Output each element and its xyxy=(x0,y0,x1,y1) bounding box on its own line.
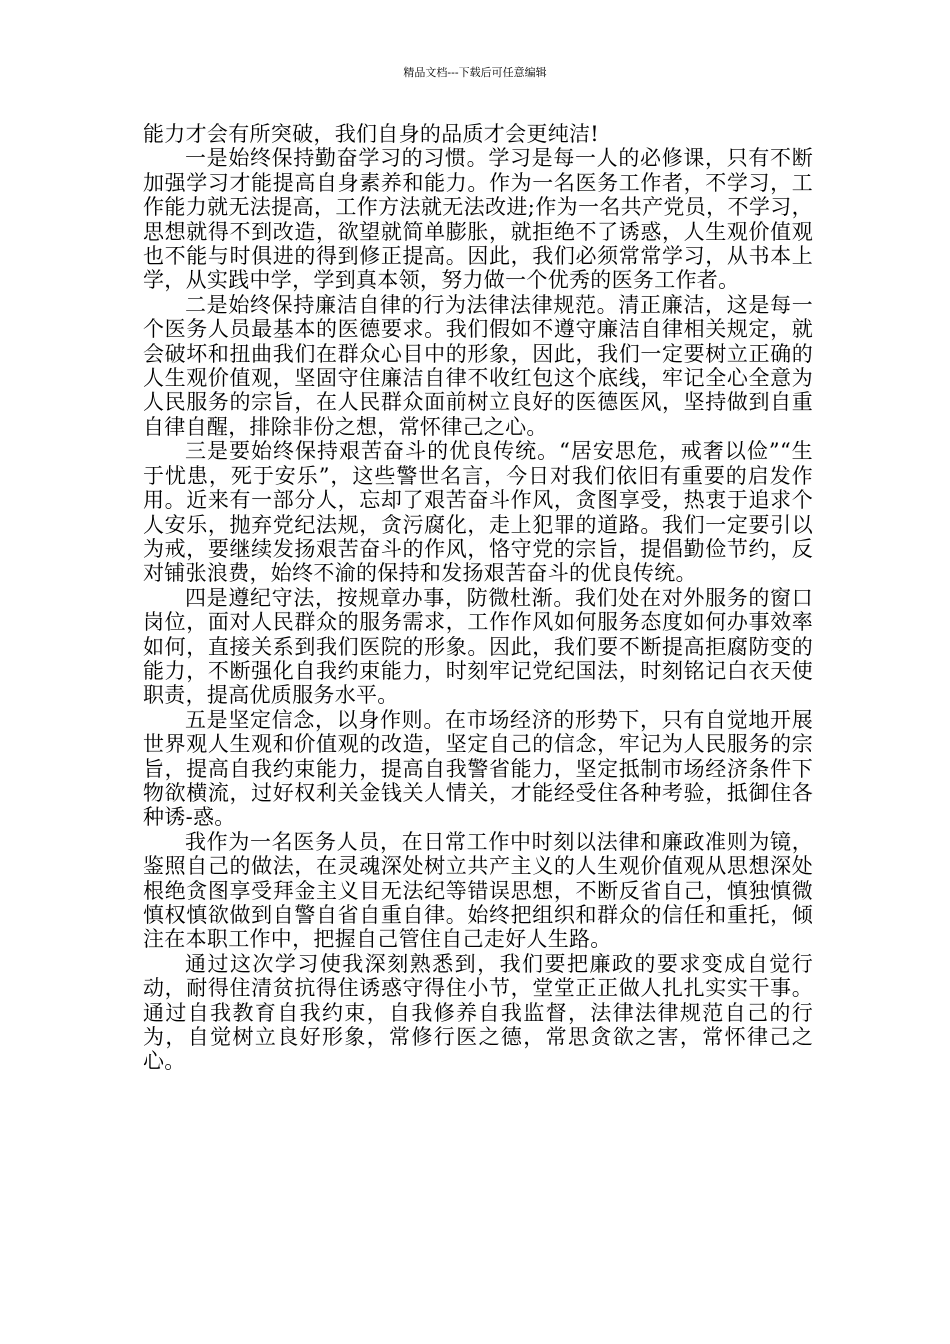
paragraph-diligent-study: 一是始终保持勤奋学习的习惯。学习是每一人的必修课，只有不断加强学习才能提高自身素养和能力。作为一名医务工作者，不学习，工作能力就无法提高，工作方法就无法改进;作为一名共产党员，不学习，思想就得不到改造，欲望就简单膨胀，就拒绝不了诱惑，人生观价值观也不能与时俱进的得到修正提高。因此，我们必须常常学习，从书本上学，从实践中学，学到真本领，努力做一个优秀的医务工作者。 xyxy=(143,146,813,293)
paragraph-integrity-discipline: 二是始终保持廉洁自律的行为法律法律规范。清正廉洁，这是每一个医务人员最基本的医德要求。我们假如不遵守廉洁自律相关规定，就会破坏和扭曲我们在群众心目中的形象，因此，我们一定要树立正确的人生观价值观，坚固守住廉洁自律不收红包这个底线，牢记全心全意为人民服务的宗旨，在人民群众面前树立良好的医德医风，坚持做到自重自律自醒，排除非份之想，常怀律己之心。 xyxy=(143,292,813,439)
document-body xyxy=(143,122,813,1074)
paragraph-conclusion: 通过这次学习使我深刻熟悉到，我们要把廉政的要求变成自觉行动，耐得住清贫抗得住诱惑守得住小节，堂堂正正做人扎扎实实干事。通过自我教育自我约束，自我修养自我监督，法律法律规范自己的行为，自觉树立良好形象，常修行医之德，常思贪欲之害，常怀律己之心。 xyxy=(143,951,813,1074)
paragraph-firm-belief: 五是坚定信念，以身作则。在市场经济的形势下，只有自觉地开展世界观人生观和价值观的改造，坚定自己的信念，牢记为人民服务的宗旨，提高自我约束能力，提高自我警省能力，坚定抵制市场经济条件下物欲横流，过好权利关金钱关人情关，才能经受住各种考验，抵御住各种诱-惑。 xyxy=(143,707,813,830)
paragraph-continuation: 能力才会有所突破，我们自身的品质才会更纯洁! xyxy=(143,122,600,146)
page-header: 精品文档---下载后可任意编辑 xyxy=(403,66,547,79)
paragraph-personal-commitment: 我作为一名医务人员，在日常工作中时刻以法律和廉政准则为镜，鉴照自己的做法，在灵魂深处树立共产主义的人生观价值观从思想深处根绝贪图享受拜金主义目无法纪等错误思想，不断反省自己，慎独慎微慎权慎欲做到自警自省自重自律。始终把组织和群众的信任和重托，倾注在本职工作中，把握自己管住自己走好人生路。 xyxy=(143,829,813,952)
paragraph-hard-work-tradition: 三是要始终保持艰苦奋斗的优良传统。“居安思危，戒奢以俭”“生于忧患，死于安乐”，这些警世名言，今日对我们依旧有重要的启发作用。近来有一部分人，忘却了艰苦奋斗作风，贪图享受，热衷于追求个人安乐，抛弃党纪法规，贪污腐化，走上犯罪的道路。我们一定要引以为戒，要继续发扬艰苦奋斗的作风，恪守党的宗旨，提倡勤俭节约，反对铺张浪费，始终不渝的保持和发扬艰苦奋斗的优良传统。 xyxy=(143,439,813,586)
paragraph-law-abiding: 四是遵纪守法，按规章办事，防微杜渐。我们处在对外服务的窗口岗位，面对人民群众的服务需求，工作作风如何服务态度如何办事效率如何，直接关系到我们医院的形象。因此，我们要不断提高拒腐防变的能力，不断强化自我约束能力，时刻牢记党纪国法，时刻铭记白衣天使职责，提高优质服务水平。 xyxy=(143,585,813,708)
